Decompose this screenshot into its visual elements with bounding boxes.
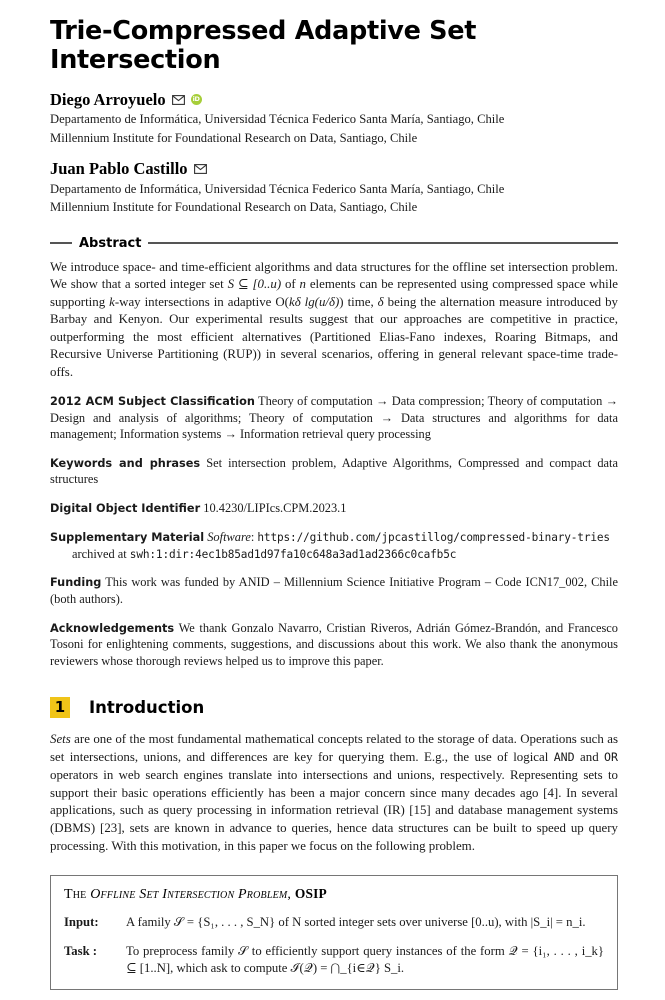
author-affiliation-1a: Departamento de Informática, Universidad Técnica Federico Santa María, Santiago, Chile [50, 112, 505, 127]
supplementary-archive-id[interactable]: swh:1:dir:4ec1b85ad1d97fa10c648a3ad1ad2366c0cafb5c [129, 547, 457, 561]
intro-seg-3: operators in web search engines translate into intersections and unions, respectively. Representing sets to support their basic operations efficiently has been a major concern since many decades ago [4]. In several applications, such as query processing in information retrieval (IR) [15] and database management systems (DBMS) [23], sets are known in advance to queries, hence data structures can be built to speed up query processing. With this motivation, in this paper we focus on the following problem. [50, 767, 618, 853]
author-affiliation-1b: Millennium Institute for Foundational Research on Data, Santiago, Chile [50, 130, 418, 145]
problem-title-acronym: OSIP [294, 886, 327, 902]
abstract-math-5: δ [377, 294, 384, 309]
author-name-1: Diego Arroyuelo [50, 89, 166, 109]
keywords [50, 455, 618, 488]
problem-title-part1: The [64, 887, 91, 903]
abstract-math-1: S ⊆ [0..u) [227, 277, 282, 292]
keywords-text: Set intersection problem, Adaptive Algorithms, Compressed and compact data structures [50, 455, 618, 487]
orcid-icon[interactable] [191, 94, 202, 105]
keywords-tag: Keywords and phrases [50, 456, 201, 470]
doi [50, 500, 618, 517]
author-affiliation-2a: Departamento de Informática, Universidad Técnica Federico Santa María, Santiago, Chile [50, 181, 505, 196]
section-heading-introduction [50, 697, 618, 718]
problem-title-italic: Offline Set Intersection Problem [90, 887, 288, 903]
abstract-seg-2: of [281, 277, 300, 292]
intro-keyword-or: OR [604, 750, 618, 765]
abstract-seg-1: We introduce space- and time-efficient algorithms and data structures for the offline set intersection problem. We show that a sorted integer set [50, 259, 618, 292]
funding-text: This work was funded by ANID – Millennium Science Initiative Program – Code ICN17_002, Chile (both authors). [50, 575, 618, 607]
author-block-1 [50, 90, 618, 147]
problem-task-text: To preprocess family 𝒮 to efficiently support query instances of the form 𝒬 = {i₁, . . . , i_k} ⊆ [1..N], which ask to compute ℐ(𝒬) = ⋂_{i∈𝒬} S_i. [126, 943, 604, 976]
author-name-2: Juan Pablo Castillo [50, 159, 188, 179]
problem-input-label: Input: [64, 915, 99, 930]
intro-seg-1: are one of the most fundamental mathematical concepts related to the storage of data. Operations such as set intersections, unions, and differences are key for querying them. E.g., the use of logical [50, 732, 618, 765]
problem-row-task [64, 943, 604, 978]
abstract-heading [50, 236, 618, 251]
supplementary-kind: Software [207, 529, 251, 544]
email-icon[interactable] [194, 164, 207, 174]
acm-classification [50, 393, 618, 443]
abstract-math-2: n [299, 277, 306, 292]
abstract-seg-6: being the alternation measure introduced by Barbay and Kenyon. Our experimental results suggest that our approaches are competitive in practice, outperforming the most efficient alternatives (Partitioned Elias-Fano indexes, Roaring Bitmaps, and Recursive Universe Partitioning (RUP)) in several scenarios, offering in general relevant space-time trade-offs. [50, 294, 618, 379]
intro-seg-2: and [574, 750, 605, 765]
doi-text[interactable]: 10.4230/LIPIcs.CPM.2023.1 [203, 501, 347, 516]
problem-title [64, 886, 604, 903]
author-affiliation-2b: Millennium Institute for Foundational Research on Data, Santiago, Chile [50, 200, 418, 215]
supplementary-archive-line [50, 546, 618, 563]
abstract-math-4: kδ lg(u/δ) [288, 294, 340, 309]
page-title: Trie-Compressed Adaptive Set Intersection [50, 16, 477, 76]
author-name-row-1 [50, 90, 618, 110]
acm-classification-text: Theory of computation → Data compression; Theory of computation → Design and analysis of algorithms; Theory of computation → Data structures and algorithms for data management; Information systems → Information retrieval query processing [50, 394, 618, 442]
abstract-seg-3: elements can be represented using compressed space while supporting [50, 277, 618, 309]
abstract-text [50, 259, 618, 381]
rule-left [50, 242, 72, 243]
supplementary-material [50, 529, 618, 563]
supplementary-url[interactable]: https://github.com/jpcastillog/compressed-binary-tries [257, 530, 610, 544]
introduction-paragraph [50, 731, 618, 855]
intro-lead-italic: Sets [50, 732, 71, 747]
doi-tag: Digital Object Identifier [50, 502, 201, 516]
intro-keyword-and: AND [553, 750, 575, 765]
acknowledgements-tag: Acknowledgements [50, 621, 175, 635]
funding [50, 574, 618, 607]
supplementary-archived-label: archived at [72, 546, 130, 561]
section-number-badge: 1 [50, 697, 70, 718]
author-block-2 [50, 159, 618, 216]
problem-row-input [64, 914, 604, 932]
supplementary-separator: : [250, 529, 258, 544]
email-icon[interactable] [172, 95, 185, 105]
abstract-math-3: k [109, 294, 115, 309]
supplementary-tag: Supplementary Material [50, 530, 205, 544]
abstract-seg-5: ) time, [339, 294, 378, 309]
problem-title-part2: , [287, 887, 295, 903]
rule-right [148, 242, 618, 243]
section-title: Introduction [89, 698, 205, 718]
problem-task-label: Task : [64, 943, 98, 958]
paper-content [50, 0, 618, 990]
funding-tag: Funding [50, 576, 102, 590]
author-name-row-2 [50, 159, 618, 179]
abstract-seg-4: -way intersections in adaptive O( [114, 294, 289, 309]
acm-classification-tag: 2012 ACM Subject Classification [50, 395, 255, 409]
acknowledgements [50, 620, 618, 670]
problem-definition-box [50, 875, 618, 990]
acknowledgements-text: We thank Gonzalo Navarro, Cristian Riveros, Adrián Gómez-Brandón, and Francesco Tosoni for enlightening comments, suggestions, and discussions about this work. We also thank the anonymous reviewers whose thorough reviews helped us to improve this paper. [50, 620, 618, 668]
abstract-label: Abstract [79, 235, 142, 251]
problem-input-text: A family 𝒮 = {S₁, . . . , S_N} of N sorted integer sets over universe [0..u), with |S_i| = n_i. [126, 915, 586, 930]
